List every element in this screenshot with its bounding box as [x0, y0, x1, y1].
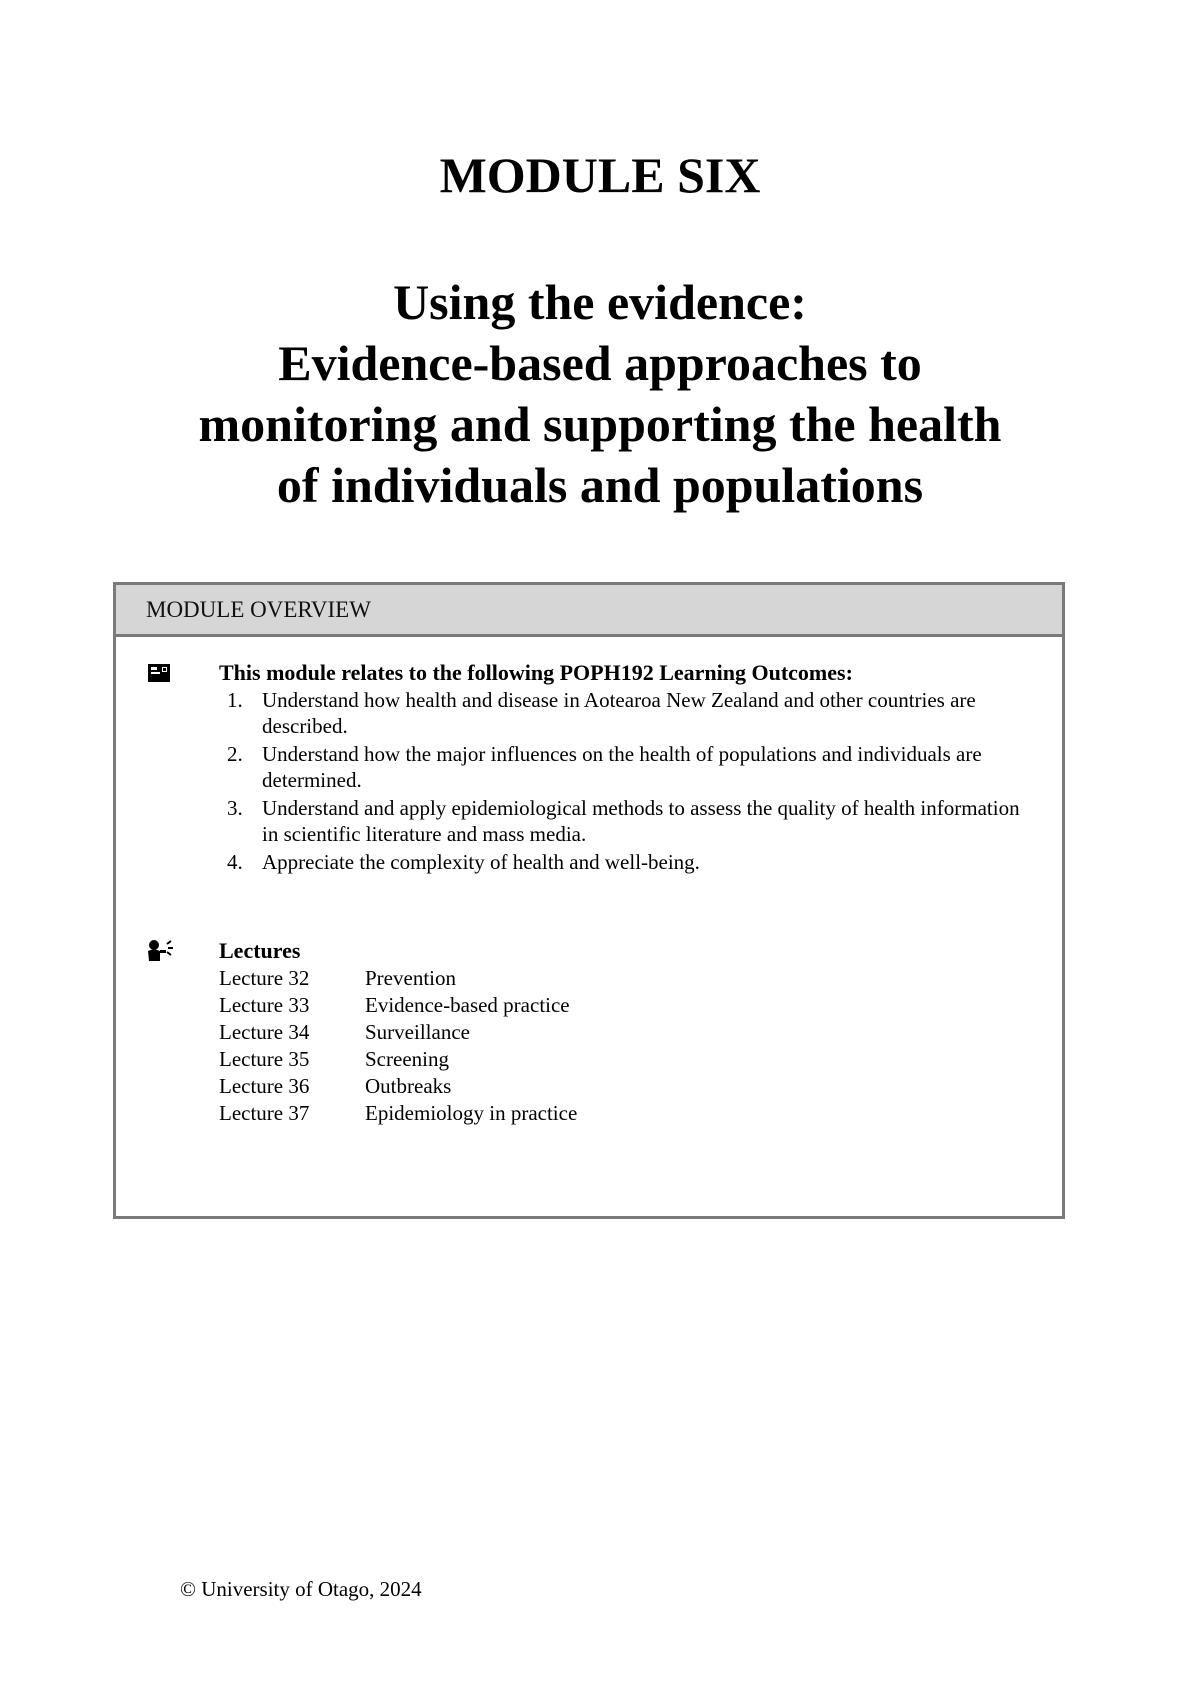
list-item-text: Understand and apply epidemiological methods to assess the quality of health information in scientific literature and mass media.	[262, 796, 1020, 846]
lecture-number: Lecture 32	[219, 966, 310, 990]
module-title	[100, 272, 1100, 516]
list-item	[219, 795, 1036, 847]
list-item	[219, 741, 1036, 793]
lecture-row	[219, 992, 1036, 1019]
lecture-topic: Screening	[365, 1047, 449, 1071]
clipboard-icon	[146, 661, 174, 685]
list-item-text: Appreciate the complexity of health and well-being.	[262, 850, 700, 874]
lecture-number: Lecture 37	[219, 1101, 310, 1125]
module-overview-box	[113, 582, 1065, 1219]
lecture-row	[219, 1100, 1036, 1127]
module-title-line: of individuals and populations	[276, 457, 924, 513]
lecture-row	[219, 1019, 1036, 1046]
list-item-number: 1.	[227, 688, 243, 712]
module-overview-header: MODULE OVERVIEW	[116, 585, 1062, 637]
list-item-number: 4.	[227, 850, 243, 874]
learning-outcomes-list	[219, 687, 1036, 875]
lectures-body	[219, 937, 1036, 1127]
lecture-row	[219, 1073, 1036, 1100]
lecture-number: Lecture 33	[219, 993, 310, 1017]
lecture-number: Lecture 36	[219, 1074, 310, 1098]
learning-outcomes-heading: This module relates to the following POPH192 Learning Outcomes:	[219, 660, 853, 685]
lecture-row	[219, 965, 1036, 992]
lecture-number: Lecture 34	[219, 1020, 310, 1044]
module-title-line: monitoring and supporting the health	[198, 396, 1002, 452]
list-item-number: 3.	[227, 796, 243, 820]
lecture-topic: Prevention	[365, 966, 456, 990]
learning-outcomes-body	[219, 659, 1036, 877]
lectures-heading: Lectures	[219, 938, 301, 963]
lecture-number: Lecture 35	[219, 1047, 310, 1071]
list-item	[219, 849, 1036, 875]
lecture-topic: Outbreaks	[365, 1074, 452, 1098]
lecture-topic: Evidence-based practice	[365, 993, 570, 1017]
copyright-footer: © University of Otago, 2024	[180, 1577, 422, 1601]
module-title-line: Evidence-based approaches to	[278, 335, 922, 391]
module-number: MODULE SIX	[439, 147, 761, 203]
lecture-topic: Surveillance	[365, 1020, 470, 1044]
list-item-text: Understand how the major influences on the health of populations and individuals are determined.	[262, 742, 982, 792]
list-item-text: Understand how health and disease in Aotearoa New Zealand and other countries are described.	[262, 688, 976, 738]
module-title-line: Using the evidence:	[393, 274, 807, 330]
list-item-number: 2.	[227, 742, 243, 766]
lecturer-icon	[146, 939, 174, 963]
lecture-row	[219, 1046, 1036, 1073]
lecture-topic: Epidemiology in practice	[365, 1101, 578, 1125]
list-item	[219, 687, 1036, 739]
